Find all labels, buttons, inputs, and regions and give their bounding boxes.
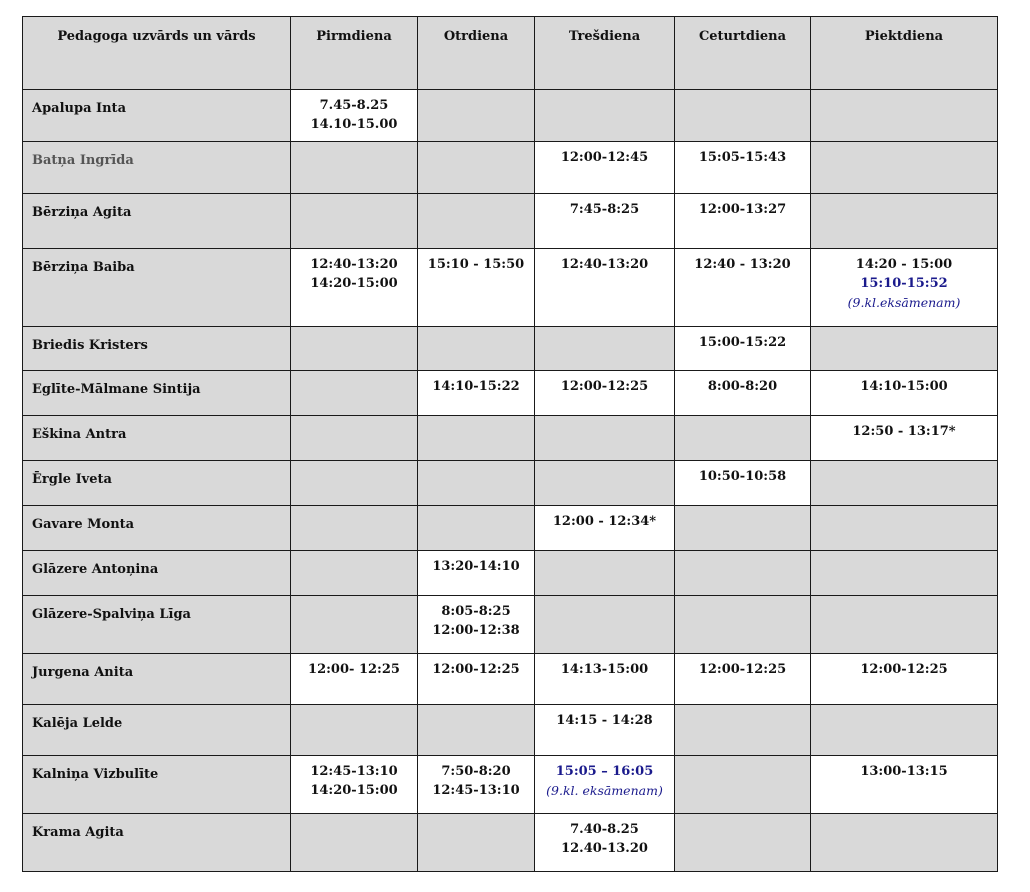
wednesday-cell [535,506,675,551]
exam-time-slot: 15:05 – 16:05 [555,764,654,779]
teacher-name: Kalēja Lelde [23,705,291,756]
header-thursday: Ceturtdiena [675,17,811,90]
tuesday-cell [418,90,535,142]
thursday-cell [675,142,811,194]
teacher-name: Briedis Kristers [23,327,291,371]
teacher-name: Eglīte-Mālmane Sintija [23,371,291,416]
table-row [23,506,998,551]
time-slot: 13:20-14:10 [432,559,520,574]
time-slot: 14:13-15:00 [560,662,649,677]
time-slot: 8:00-8:20 [707,379,778,394]
time-slot: 14:20-15:00 [310,276,398,291]
wednesday-cell [535,756,675,814]
monday-cell [291,416,418,461]
time-slot: 12:00 - 12:34* [552,514,657,529]
table-row [23,249,998,327]
wednesday-cell [535,416,675,461]
friday-cell [811,327,998,371]
tuesday-cell [418,506,535,551]
table-row [23,814,998,872]
time-slot: 14:10-15:22 [432,379,520,394]
friday-cell [811,551,998,596]
header-monday: Pirmdiena [291,17,418,90]
thursday-cell [675,756,811,814]
tuesday-cell [418,654,535,705]
friday-cell [811,90,998,142]
time-slot: 13:00-13:15 [860,764,948,779]
teacher-name: Glāzere-Spalviņa Līga [23,596,291,654]
time-slot: 12:45-13:10 [310,764,398,779]
wednesday-cell [535,461,675,506]
monday-cell [291,596,418,654]
consultation-schedule-table [22,16,998,872]
thursday-cell [675,551,811,596]
table-row [23,142,998,194]
friday-cell [811,371,998,416]
monday-cell [291,814,418,872]
table-row [23,756,998,814]
monday-cell [291,249,418,327]
wednesday-cell [535,371,675,416]
friday-cell [811,705,998,756]
header-row [23,17,998,90]
tuesday-cell [418,416,535,461]
wednesday-cell [535,327,675,371]
time-slot: 12.40-13.20 [561,841,648,856]
tuesday-cell [418,194,535,249]
thursday-cell [675,814,811,872]
monday-cell [291,461,418,506]
table-row [23,327,998,371]
time-slot: 12:00- 12:25 [308,662,400,677]
table-row [23,596,998,654]
time-slot: 12:00-12:38 [432,623,520,638]
time-slot: 7:45-8:25 [569,202,640,217]
friday-cell [811,249,998,327]
time-slot: 15:00-15:22 [698,335,787,350]
time-slot: 12:40 - 13:20 [694,257,791,272]
table-row [23,90,998,142]
tuesday-cell [418,371,535,416]
friday-cell [811,814,998,872]
exam-note: (9.kl.eksāmenam) [847,295,961,310]
wednesday-cell [535,596,675,654]
thursday-cell [675,90,811,142]
teacher-name: Bērziņa Agita [23,194,291,249]
teacher-name: Krama Agita [23,814,291,872]
time-slot: 10:50-10:58 [698,469,787,484]
table-row [23,551,998,596]
teacher-name: Gavare Monta [23,506,291,551]
exam-time-slot: 15:10-15:52 [860,276,948,291]
time-slot: 12:50 - 13:17* [852,424,956,439]
thursday-cell [675,416,811,461]
friday-cell [811,756,998,814]
wednesday-cell [535,194,675,249]
time-slot: 14:20 - 15:00 [855,257,953,272]
friday-cell [811,142,998,194]
time-slot: 15:05-15:43 [698,150,787,165]
time-slot: 7:50-8:20 [441,764,511,779]
time-slot: 14:15 - 14:28 [556,713,653,728]
thursday-cell [675,371,811,416]
monday-cell [291,142,418,194]
wednesday-cell [535,654,675,705]
monday-cell [291,194,418,249]
friday-cell [811,416,998,461]
thursday-cell [675,461,811,506]
friday-cell [811,194,998,249]
monday-cell [291,654,418,705]
friday-cell [811,461,998,506]
monday-cell [291,90,418,142]
table-row [23,705,998,756]
tuesday-cell [418,142,535,194]
table-row [23,461,998,506]
time-slot: 12:00-12:25 [860,662,948,677]
header-teacher-name: Pedagoga uzvārds un vārds [23,17,291,90]
tuesday-cell [418,596,535,654]
monday-cell [291,705,418,756]
time-slot: 7.45-8.25 [319,98,389,113]
thursday-cell [675,249,811,327]
time-slot: 12:00-12:25 [432,662,520,677]
thursday-cell [675,327,811,371]
teacher-name: Apalupa Inta [23,90,291,142]
time-slot: 14.10-15.00 [310,117,398,132]
wednesday-cell [535,551,675,596]
monday-cell [291,756,418,814]
time-slot: 12:45-13:10 [432,783,520,798]
teacher-name: Ērgle Iveta [23,461,291,506]
time-slot: 12:00-12:25 [698,662,787,677]
thursday-cell [675,506,811,551]
teacher-name: Jurgena Anita [23,654,291,705]
time-slot: 12:00-12:25 [560,379,649,394]
table-row [23,371,998,416]
header-tuesday: Otrdiena [418,17,535,90]
time-slot: 7.40-8.25 [570,822,639,837]
friday-cell [811,506,998,551]
tuesday-cell [418,551,535,596]
time-slot: 12:00-12:45 [560,150,649,165]
wednesday-cell [535,705,675,756]
teacher-name: Batņa Ingrīda [23,142,291,194]
monday-cell [291,551,418,596]
wednesday-cell [535,90,675,142]
wednesday-cell [535,814,675,872]
time-slot: 15:10 - 15:50 [427,257,525,272]
time-slot: 14:10-15:00 [860,379,948,394]
tuesday-cell [418,249,535,327]
wednesday-cell [535,249,675,327]
exam-note: (9.kl. eksāmenam) [546,783,663,798]
teacher-name: Eškina Antra [23,416,291,461]
thursday-cell [675,654,811,705]
teacher-name: Kalniņa Vizbulīte [23,756,291,814]
friday-cell [811,654,998,705]
tuesday-cell [418,705,535,756]
header-wednesday: Trešdiena [535,17,675,90]
header-friday: Piektdiena [811,17,998,90]
tuesday-cell [418,461,535,506]
thursday-cell [675,596,811,654]
monday-cell [291,506,418,551]
thursday-cell [675,705,811,756]
tuesday-cell [418,756,535,814]
thursday-cell [675,194,811,249]
time-slot: 8:05-8:25 [441,604,511,619]
tuesday-cell [418,327,535,371]
time-slot: 12:00-13:27 [698,202,787,217]
time-slot: 14:20-15:00 [310,783,398,798]
teacher-name: Glāzere Antoņina [23,551,291,596]
friday-cell [811,596,998,654]
monday-cell [291,327,418,371]
time-slot: 12:40-13:20 [560,257,649,272]
wednesday-cell [535,142,675,194]
teacher-name: Bērziņa Baiba [23,249,291,327]
table-row [23,654,998,705]
table-row [23,416,998,461]
tuesday-cell [418,814,535,872]
time-slot: 12:40-13:20 [310,257,398,272]
monday-cell [291,371,418,416]
table-row [23,194,998,249]
